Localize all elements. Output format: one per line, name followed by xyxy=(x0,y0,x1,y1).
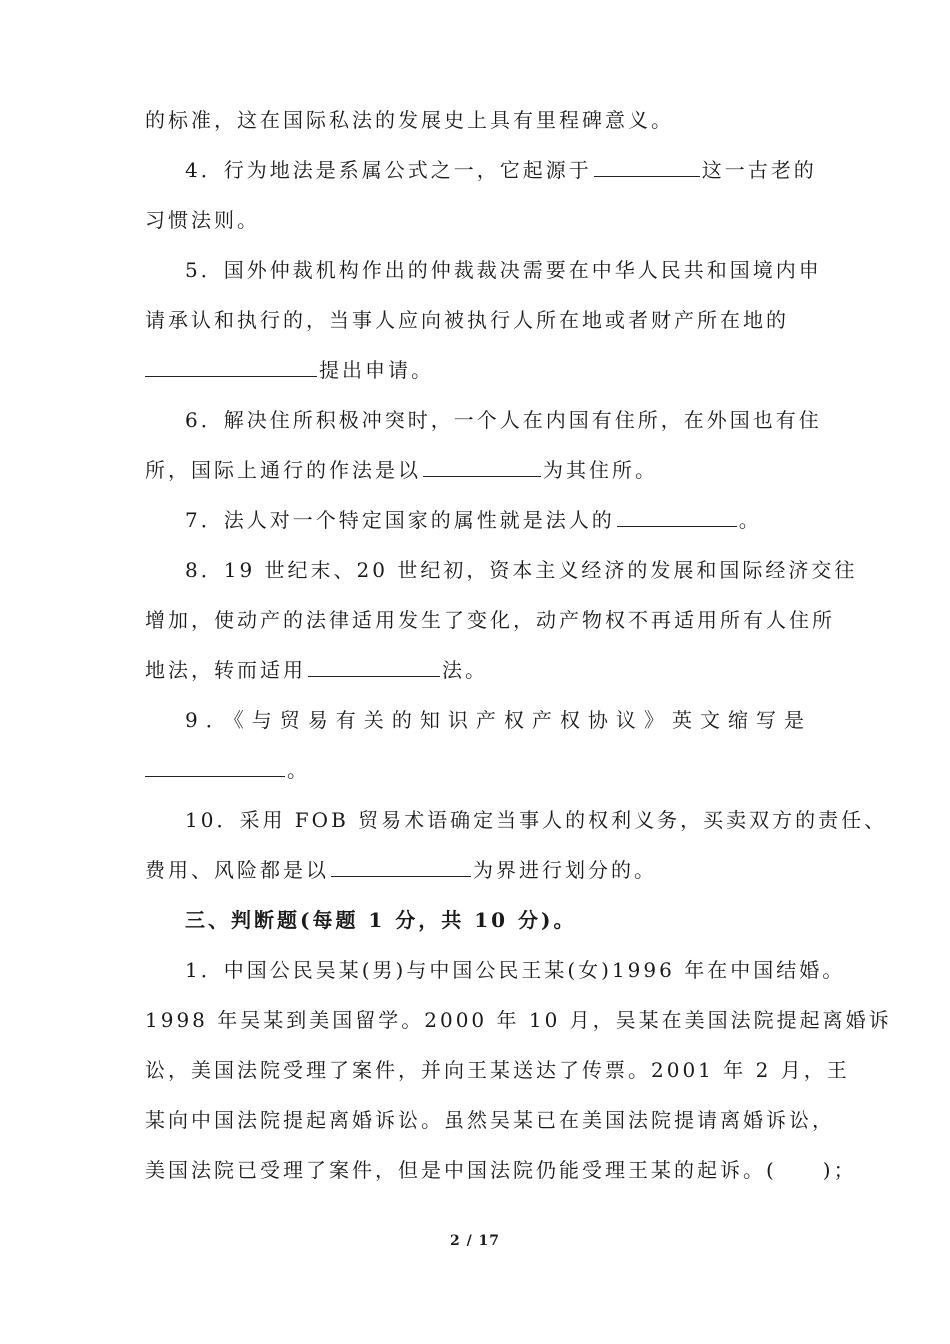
question-5-text-tail: 提出申请。 xyxy=(319,358,434,382)
question-6-line-2 xyxy=(145,456,807,484)
fill-blank[interactable] xyxy=(423,458,541,477)
question-8-line-3 xyxy=(145,656,807,684)
section-heading: 三、判断题(每题 1 分，共 10 分)。 xyxy=(185,908,577,932)
fill-blank[interactable] xyxy=(331,858,471,877)
question-10-line-2 xyxy=(145,856,807,884)
judgment-1-line-4: 某向中国法院提起离婚诉讼。虽然吴某已在美国法院提请离婚诉讼， xyxy=(145,1108,835,1132)
question-6-line-1: 6．解决住所积极冲突时，一个人在内国有住所，在外国也有住 xyxy=(185,408,822,432)
question-6-text-tail: 为其住所。 xyxy=(543,458,658,482)
question-10-text: 费用、风险都是以 xyxy=(145,858,329,882)
judgment-1-line-5: 美国法院已受理了案件，但是中国法院仍能受理王某的起诉。( )； xyxy=(145,1158,857,1182)
question-4-text-tail: 这一古老的 xyxy=(701,158,817,182)
fill-blank[interactable] xyxy=(145,358,317,377)
question-4-line-2: 习惯法则。 xyxy=(145,208,260,232)
question-9-line-1: 9．《与贸易有关的知识产权产权协议》英文缩写是 xyxy=(185,708,807,732)
question-8-line-2: 增加，使动产的法律适用发生了变化，动产物权不再适用所有人住所 xyxy=(145,608,835,632)
question-5-line-1: 5．国外仲裁机构作出的仲裁裁决需要在中华人民共和国境内申 xyxy=(185,258,822,282)
question-7-line xyxy=(185,506,807,534)
judgment-1-line-2: 1998 年吴某到美国留学。2000 年 10 月，吴某在美国法院提起离婚诉 xyxy=(145,1008,892,1032)
question-5-line-2: 请承认和执行的，当事人应向被执行人所在地或者财产所在地的 xyxy=(145,308,789,332)
fill-blank[interactable] xyxy=(145,758,285,777)
question-8-line-1: 8．19 世纪末、20 世纪初，资本主义经济的发展和国际经济交往 xyxy=(185,558,858,582)
question-6-text: 所，国际上通行的作法是以 xyxy=(145,458,421,482)
question-4-text: 4．行为地法是系属公式之一，它起源于 xyxy=(185,158,592,182)
fill-blank[interactable] xyxy=(617,508,737,527)
question-9-line-2 xyxy=(145,756,807,784)
question-9-text-tail: 。 xyxy=(287,758,310,782)
question-8-text-tail: 法。 xyxy=(442,658,488,682)
question-7-text: 7．法人对一个特定国家的属性就是法人的 xyxy=(185,508,615,532)
question-10-line-1: 10．采用 FOB 贸易术语确定当事人的权利义务，买卖双方的责任、 xyxy=(185,808,888,832)
judgment-1-line-1: 1．中国公民吴某(男)与中国公民王某(女)1996 年在中国结婚。 xyxy=(185,958,846,982)
paragraph-line: 的标准，这在国际私法的发展史上具有里程碑意义。 xyxy=(145,108,674,132)
page-number: 2 / 17 xyxy=(449,1233,501,1249)
fill-blank[interactable] xyxy=(308,658,440,677)
question-10-text-tail: 为界进行划分的。 xyxy=(473,858,657,882)
question-5-line-3 xyxy=(145,356,807,384)
question-7-text-tail: 。 xyxy=(738,508,762,532)
judgment-1-line-3: 讼，美国法院受理了案件，并向王某送达了传票。2001 年 2 月，王 xyxy=(145,1058,850,1082)
question-8-text: 地法，转而适用 xyxy=(145,658,306,682)
fill-blank[interactable] xyxy=(594,158,700,177)
question-4-line-1 xyxy=(185,156,817,184)
